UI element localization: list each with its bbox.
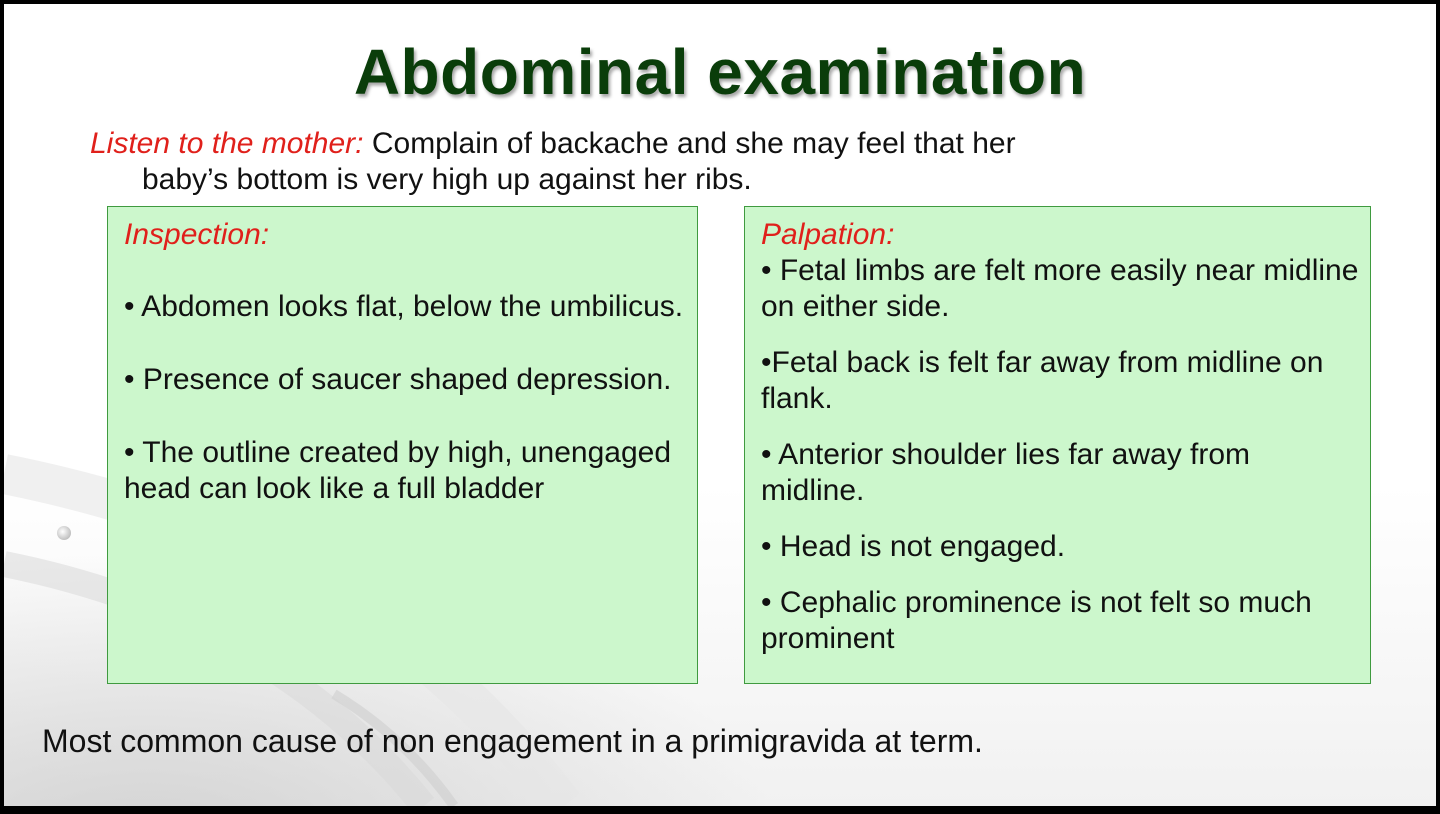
intro-line-1: Complain of backache and she may feel that her bbox=[371, 127, 1016, 160]
palpation-item: • Anterior shoulder lies far away from midline. bbox=[761, 438, 1251, 507]
inspection-heading: Inspection: bbox=[124, 218, 270, 251]
palpation-list bbox=[761, 253, 1360, 677]
intro-line-2: baby’s bottom is very high up against her ribs. bbox=[142, 163, 752, 196]
intro-lead: Listen to the mother: bbox=[90, 127, 364, 160]
inspection-item: • Abdomen looks flat, below the umbilicus. bbox=[124, 290, 684, 323]
palpation-heading: Palpation: bbox=[761, 218, 895, 251]
inspection-item: • The outline created by high, unengaged head can look like a full bladder bbox=[124, 436, 672, 505]
palpation-item: • Fetal limbs are felt more easily near midline on either side. bbox=[761, 254, 1359, 323]
slide bbox=[4, 4, 1436, 806]
palpation-item: • Head is not engaged. bbox=[761, 530, 1066, 563]
palpation-item: • Cephalic prominence is not felt so much prominent bbox=[761, 586, 1312, 655]
palpation-box bbox=[744, 206, 1371, 684]
slide-title: Abdominal examination bbox=[353, 36, 1087, 108]
inspection-list bbox=[124, 289, 687, 544]
inspection-item: • Presence of saucer shaped depression. bbox=[124, 363, 672, 396]
intro-paragraph bbox=[90, 126, 1350, 198]
palpation-item: •Fetal back is felt far away from midline on flank. bbox=[761, 346, 1324, 415]
decorative-bead bbox=[57, 526, 71, 540]
inspection-box bbox=[107, 206, 698, 684]
footer-note: Most common cause of non engagement in a primigravida at term. bbox=[42, 723, 983, 759]
